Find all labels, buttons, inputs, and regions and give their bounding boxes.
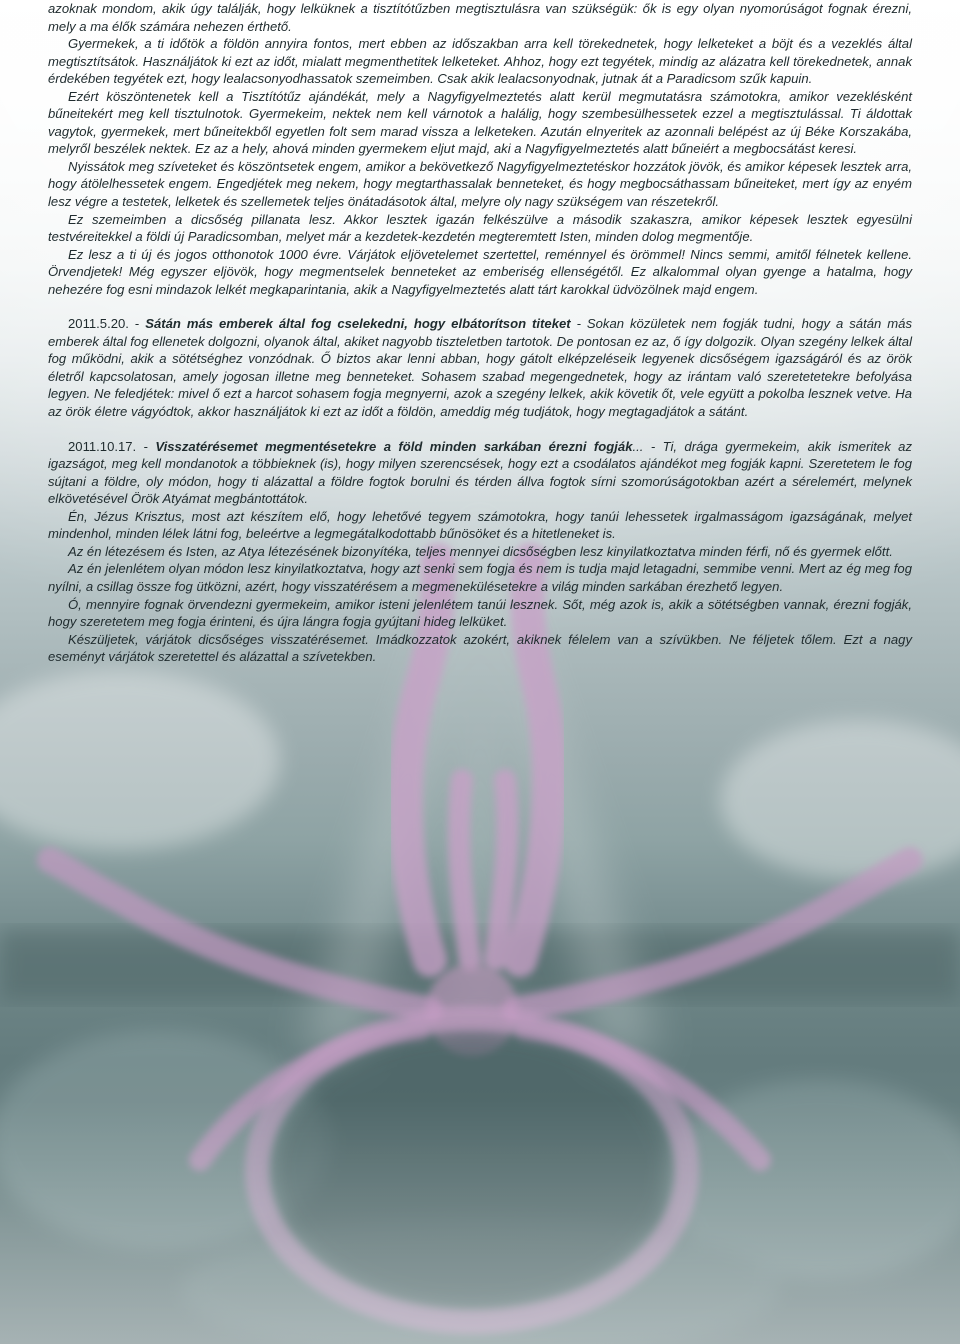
paragraph-spacer	[48, 298, 912, 315]
text-run: - Sokan közületek nem fogják tudni, hogy a sátán más emberek által fog ellenetek dolgozni, olyanok által, akiket nagyobb tiszteletben tartotok. De pontosan ez az, ő így dolgozik. Olyan szegény lelkek által fog működni, akik a sötétséghez vonzódnak. Ő biztos akar lenni abban, hogy gátolt elképzeléseik legyenek dicsőségem igazságáról és az örök életről kapcsolatosan, amely jogosan illetne meg benneteket. Sohasem szabad megengednetek, hogy az irántam való szeretetetekre befolyása legyen. Ne feledjétek: mivel ő ezt a harcot sohasem fogja megnyerni, azok a szegény lelkek, akik követik őt, vele együtt a pokolba lesznek vetve. Ha az örök életre vágyódtok, akkor használjátok ki ezt az időt a földön, ameddig még tudjátok, hogy megtagadjátok a sátánt.	[48, 316, 912, 420]
text-run: Ez lesz a ti új és jogos otthonotok 1000 évre. Várjátok eljövetelemet szertettel, reménnyel és örömmel! Nincs semmi, amitől félnetek kellene. Örvendjetek! Még egyszer eljövök, hogy megmentselek benneteket az emberiség ellenségétől. Ez alkalommal olyan gyenge a hatalma, hogy nehezére fog esni mindazok lelkét megkaparintania, akik a Nagyfigyelmeztetés alatt tárt karokkal üdvözölnek majd engem.	[48, 246, 912, 297]
text-run: Az én létezésem és Isten, az Atya létezésének bizonyítéka, teljes mennyei dicsőségben lesz kinyilatkoztatva minden férfi, nő és gyermek előtt.	[68, 543, 893, 559]
paragraph-p12	[48, 596, 912, 631]
paragraph-p11	[48, 560, 912, 595]
paragraph-p8	[48, 438, 912, 508]
paragraph-p7	[48, 315, 912, 420]
paragraph-p2	[48, 35, 912, 88]
text-run: Sátán más emberek által fog cselekedni, hogy elbátorítson titeket	[145, 316, 571, 332]
paragraph-p4	[48, 158, 912, 211]
paragraph-p13	[48, 631, 912, 666]
paragraph-spacer	[48, 421, 912, 438]
paragraph-p1	[48, 0, 912, 35]
text-run: Nyissátok meg szíveteket és köszöntsetek engem, amikor a bekövetkező Nagyfigyelmeztetéskor hozzátok jövök, és amikor képesek lesztek arra, hogy átölelhessetek engem. Engedjétek meg nekem, hogy megtarthassalak benneteket, és hogy megbocsáthassam bűneiteket, mert így az enyém lesz végre a testetek, lelketek és szellemetek teljes önátadásotok által, melyre oly nagy szükségem van részetekről.	[48, 158, 912, 210]
text-run: 2011.5.20. -	[68, 316, 146, 332]
paragraph-p3	[48, 88, 912, 158]
text-run: ... - Ti, drága gyermekeim, akik ismeritek az igazságot, meg kell mondanotok a többieknek (is), hogy milyen szerencsések, hogy ezt a csodálatos ajándékot meg fogják kapni. Szeretetem le fog sújtani a földre, oly módon, hogy ti alázattal a földre fogtok borulni és térden állva fogtok sírni szomorúságotokban azért a sérelemért, melynek elkövetésével Örök Atyámat megbántottátok.	[48, 438, 912, 507]
text-run: azoknak mondom, akik úgy találják, hogy lelküknek a tisztítótűzben megtisztulásra van szükségük: ők is egy olyan nyomorúságot fognak érezni, mely a ma élők számára nehezen érthető.	[48, 1, 912, 34]
paragraph-p10	[48, 543, 912, 561]
paragraph-p5	[48, 211, 912, 246]
document-text	[48, 0, 912, 666]
text-run: Ezért köszöntenetek kell a Tisztítótűz ajándékát, mely a Nagyfigyelmeztetés alatt kerül megmutatásra számotokra, amikor vezeklésként bűneitekért meg kell tisztulnotok. Gyermekeim, nektek nem kell várnotok a halálig, hogy szembesülhessetek ezzel a megtisztulással. Ti áldottak vagytok, gyermekek, mert bűneitekből egyetlen folt sem marad vissza a lelketeken. Azután elnyeritek az azonnali belépést az új Béke Korszakába, melyről beszélek nektek. Ez az a hely, ahová minden gyermekem eljut majd, aki a Nagyfigyelmeztetés alatt bűneiért a megbocsátást keresi.	[48, 88, 912, 157]
paragraph-p9	[48, 508, 912, 543]
text-run: Ó, mennyire fognak örvendezni gyermekeim, amikor isteni jelenlétem tanúi lesznek. Sőt, még azok is, akik a sötétségben vannak, érezni fogják, hogy szeretetem meg fogja érinteni, és újra lángra fogja gyújtani hideg lelküket.	[48, 596, 912, 630]
text-run: Ez szemeimben a dicsőség pillanata lesz. Akkor lesztek igazán felkészülve a második szakaszra, amikor képesek lesztek egyesülni testvéreitekkel a földi új Paradicsomban, melyet már a kezdetek-kezdetén megteremtett Isten, minden dolog megmentője.	[48, 211, 912, 245]
text-run: Én, Jézus Krisztus, most azt készítem elő, hogy lehetővé tegyem számotokra, hogy tanúi lehessetek irgalmasságom igazságának, melyet mindenhol, minden lélek látni fog, beleértve a legmegátalkodottabb bűnösöket és a hitetleneket is.	[48, 508, 912, 542]
paragraph-p6	[48, 246, 912, 299]
text-run: Készüljetek, várjátok dicsőséges visszatérésemet. Imádkozzatok azokért, akiknek félelem van a szívükben. Ne féljetek tőlem. Ezt a nagy eseményt várjátok szeretettel és alázattal a szívetekben.	[48, 631, 912, 665]
text-run: 2011.10.17. -	[68, 438, 156, 454]
text-run: Az én jelenlétem olyan módon lesz kinyilatkoztatva, hogy azt senki sem fogja és nem is tudja majd letagadni, semmibe venni. Mert az ég meg fog nyílni, a csillag össze fog ütközni, azért, hogy visszatérésem a megmenekülésetekre a világ minden sarkában érezhető legyen.	[48, 561, 912, 594]
text-run: Visszatérésemet megmentésetekre a föld minden sarkában érezni fogják	[155, 438, 633, 454]
text-run: Gyermekek, a ti időtök a földön annyira fontos, mert ebben az időszakban arra kell törekednetek, hogy lelketeket a böjt és a vezeklés által megtisztítsátok. Használjátok ki ezt az időt, mialatt megmenthetitek lelketeket. Ahhoz, hogy ezt tegyétek, mindig az alázatra kell törekednetek, annak érdekében tegyétek ezt, hogy lealacsonyodhassatok szemeimben. Csak akik lealacsonyodnak, jutnak át a Paradicsom szűk kapuin.	[48, 36, 912, 87]
